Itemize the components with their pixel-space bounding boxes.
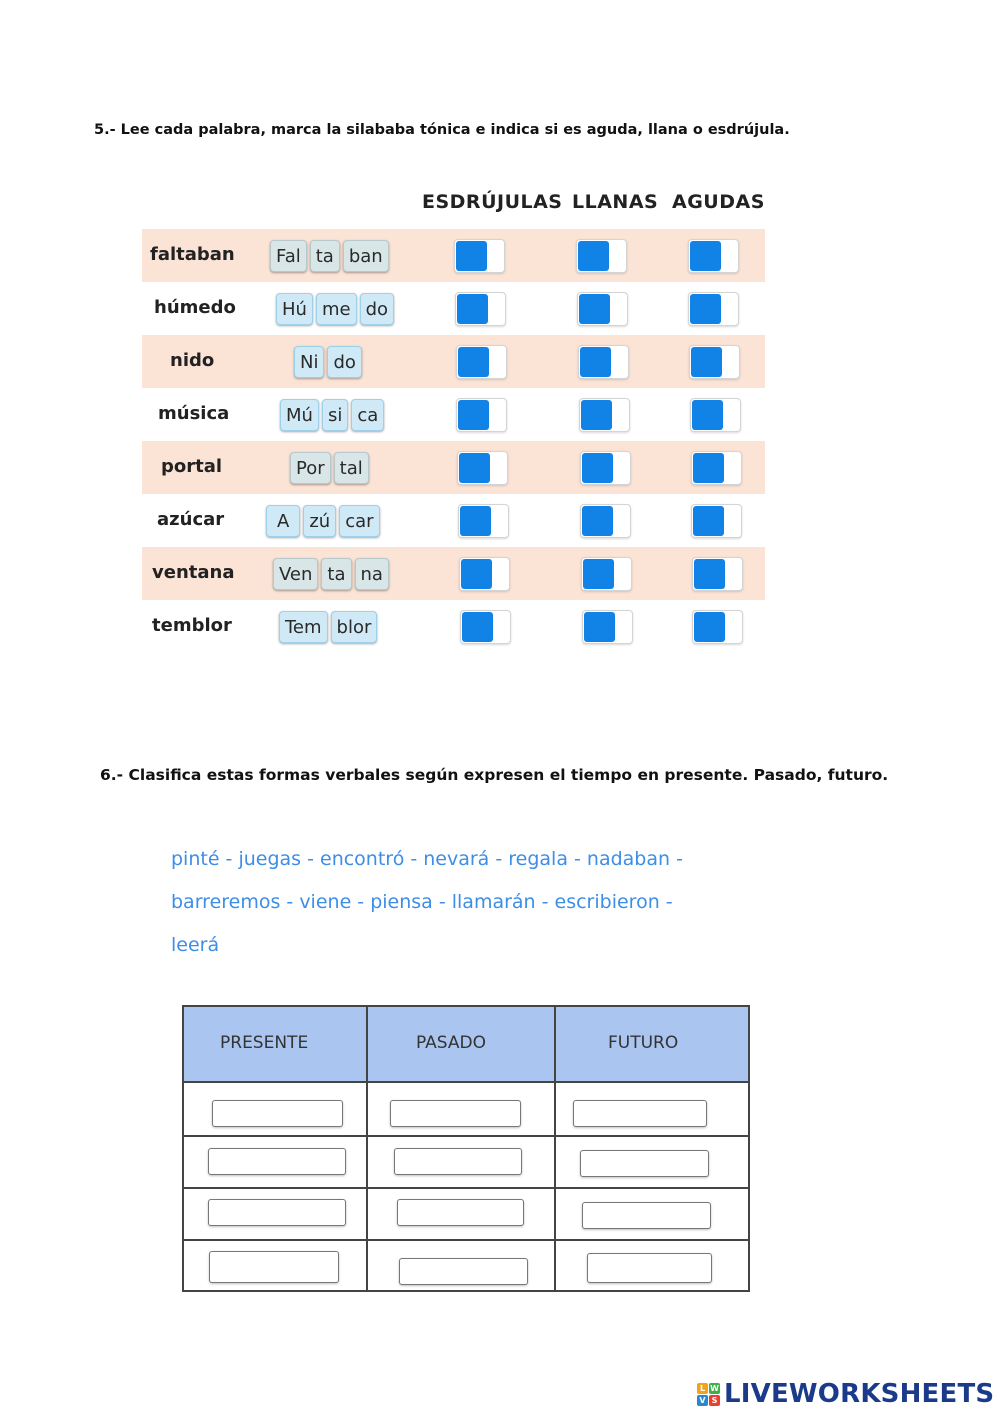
toggle-knob: [691, 347, 722, 377]
answer-input-futuro[interactable]: [582, 1202, 711, 1229]
toggle-knob: [690, 294, 721, 324]
word-row-nido: [142, 335, 765, 388]
answer-input-futuro[interactable]: [573, 1100, 707, 1127]
toggle-knob: [584, 612, 615, 642]
liveworksheets-logo: [697, 1379, 994, 1409]
answer-input-pasado[interactable]: [390, 1100, 521, 1127]
row-divider: [184, 1187, 748, 1189]
toggle-knob: [457, 294, 488, 324]
toggle-knob: [460, 506, 491, 536]
answer-input-pasado[interactable]: [394, 1148, 522, 1175]
answer-input-futuro[interactable]: [587, 1253, 712, 1283]
syllable-button[interactable]: do: [360, 293, 394, 325]
toggle-aguda[interactable]: [688, 239, 739, 273]
syllable-group: [279, 611, 377, 643]
row-divider: [184, 1135, 748, 1137]
toggle-llana[interactable]: [578, 345, 629, 379]
toggle-knob: [578, 241, 609, 271]
toggle-esdrujula[interactable]: [456, 345, 507, 379]
syllable-button[interactable]: Ni: [294, 346, 324, 378]
tense-table: [182, 1005, 750, 1292]
word-label: azúcar: [157, 509, 225, 530]
syllable-group: [266, 505, 380, 537]
syllable-button[interactable]: A: [266, 505, 300, 537]
column-divider: [554, 1007, 556, 1290]
toggle-knob: [694, 559, 725, 589]
toggle-llana[interactable]: [580, 504, 631, 538]
exercise-5-title: 5.- Lee cada palabra, marca la silababa tónica e indica si es aguda, llana o esdrújula.: [94, 122, 790, 138]
header-agudas: AGUDAS: [672, 191, 765, 213]
verb-line: leerá: [171, 934, 220, 956]
toggle-knob: [579, 294, 610, 324]
toggle-esdrujula[interactable]: [459, 557, 510, 591]
syllable-button[interactable]: Hú: [276, 293, 313, 325]
syllable-button[interactable]: ta: [310, 240, 340, 272]
logo-tile: S: [709, 1395, 720, 1406]
syllable-group: [273, 558, 389, 590]
syllable-button[interactable]: Fal: [270, 240, 307, 272]
syllable-group: [290, 452, 369, 484]
toggle-aguda[interactable]: [691, 504, 742, 538]
answer-input-futuro[interactable]: [580, 1150, 709, 1177]
word-row-azucar: [142, 494, 765, 547]
toggle-esdrujula[interactable]: [460, 610, 511, 644]
word-row-ventana: [142, 547, 765, 600]
syllable-button[interactable]: Por: [290, 452, 331, 484]
word-row-faltaban: [142, 229, 765, 282]
toggle-knob: [690, 241, 721, 271]
word-row-humedo: [142, 282, 765, 335]
syllable-button[interactable]: Ven: [273, 558, 318, 590]
answer-input-presente[interactable]: [212, 1100, 343, 1127]
toggle-knob: [693, 506, 724, 536]
toggle-llana[interactable]: [580, 451, 631, 485]
syllable-button[interactable]: ca: [351, 399, 384, 431]
verb-line: barreremos - viene - piensa - llamarán - escribieron -: [171, 891, 673, 913]
verb-line: pinté - juegas - encontró - nevará - regala - nadaban -: [171, 848, 683, 870]
word-label: ventana: [152, 562, 235, 583]
syllable-button[interactable]: car: [339, 505, 379, 537]
answer-input-presente[interactable]: [209, 1251, 339, 1283]
syllable-button[interactable]: Tem: [279, 611, 328, 643]
toggle-llana[interactable]: [577, 292, 628, 326]
syllable-group: [294, 346, 362, 378]
syllable-group: [280, 399, 384, 431]
syllable-group: [276, 293, 394, 325]
syllable-group: [270, 240, 389, 272]
toggle-esdrujula[interactable]: [457, 451, 508, 485]
toggle-knob: [694, 612, 725, 642]
word-row-musica: [142, 388, 765, 441]
syllable-button[interactable]: blor: [331, 611, 378, 643]
logo-text: LIVEWORKSHEETS: [724, 1379, 995, 1409]
word-label: húmedo: [154, 297, 236, 318]
syllable-button[interactable]: me: [316, 293, 357, 325]
syllable-button[interactable]: si: [322, 399, 348, 431]
header-futuro: FUTURO: [608, 1033, 679, 1053]
exercise-6-title: 6.- Clasifica estas formas verbales según expresen el tiempo en presente. Pasado, futuro.: [100, 766, 889, 784]
header-pasado: PASADO: [416, 1033, 487, 1053]
logo-tile: L: [697, 1383, 708, 1394]
word-row-portal: [142, 441, 765, 494]
word-label: música: [158, 403, 230, 424]
exercise-5-table: [142, 185, 767, 650]
toggle-knob: [580, 347, 611, 377]
toggle-knob: [582, 453, 613, 483]
syllable-button[interactable]: ta: [321, 558, 351, 590]
toggle-knob: [693, 453, 724, 483]
syllable-button[interactable]: zú: [303, 505, 336, 537]
toggle-knob: [459, 453, 490, 483]
word-row-temblor: [142, 600, 765, 653]
toggle-knob: [462, 612, 493, 642]
answer-input-pasado[interactable]: [397, 1199, 524, 1226]
column-divider: [366, 1007, 368, 1290]
toggle-aguda[interactable]: [692, 610, 743, 644]
verb-list: [171, 838, 731, 967]
toggle-aguda[interactable]: [691, 451, 742, 485]
toggle-knob: [581, 400, 612, 430]
logo-mark-icon: [697, 1383, 720, 1406]
toggle-aguda[interactable]: [692, 557, 743, 591]
toggle-esdrujula[interactable]: [458, 504, 509, 538]
toggle-llana[interactable]: [576, 239, 627, 273]
header-esdrujulas: ESDRÚJULAS: [422, 191, 563, 213]
toggle-knob: [456, 241, 487, 271]
syllable-button[interactable]: tal: [334, 452, 369, 484]
answer-input-presente[interactable]: [208, 1199, 346, 1226]
syllable-button[interactable]: na: [355, 558, 389, 590]
logo-tile: V: [697, 1395, 708, 1406]
word-label: temblor: [152, 615, 232, 636]
toggle-llana[interactable]: [582, 610, 633, 644]
word-label: portal: [161, 456, 223, 477]
toggle-llana[interactable]: [579, 398, 630, 432]
toggle-knob: [692, 400, 723, 430]
toggle-knob: [458, 400, 489, 430]
toggle-aguda[interactable]: [690, 398, 741, 432]
toggle-knob: [458, 347, 489, 377]
header-presente: PRESENTE: [220, 1033, 309, 1053]
word-label: nido: [170, 350, 215, 371]
table-header-row: [184, 1007, 748, 1083]
toggle-esdrujula[interactable]: [454, 239, 505, 273]
word-label: faltaban: [150, 244, 235, 265]
toggle-llana[interactable]: [581, 557, 632, 591]
syllable-button[interactable]: Mú: [280, 399, 319, 431]
toggle-aguda[interactable]: [689, 345, 740, 379]
logo-tile: W: [710, 1383, 719, 1393]
toggle-knob: [461, 559, 492, 589]
toggle-aguda[interactable]: [688, 292, 739, 326]
answer-input-presente[interactable]: [208, 1148, 346, 1175]
toggle-esdrujula[interactable]: [456, 398, 507, 432]
syllable-button[interactable]: ban: [343, 240, 389, 272]
header-llanas: LLANAS: [572, 191, 659, 213]
syllable-button[interactable]: do: [327, 346, 361, 378]
toggle-knob: [582, 506, 613, 536]
toggle-esdrujula[interactable]: [455, 292, 506, 326]
row-divider: [184, 1239, 748, 1241]
toggle-knob: [583, 559, 614, 589]
answer-input-pasado[interactable]: [399, 1258, 528, 1285]
